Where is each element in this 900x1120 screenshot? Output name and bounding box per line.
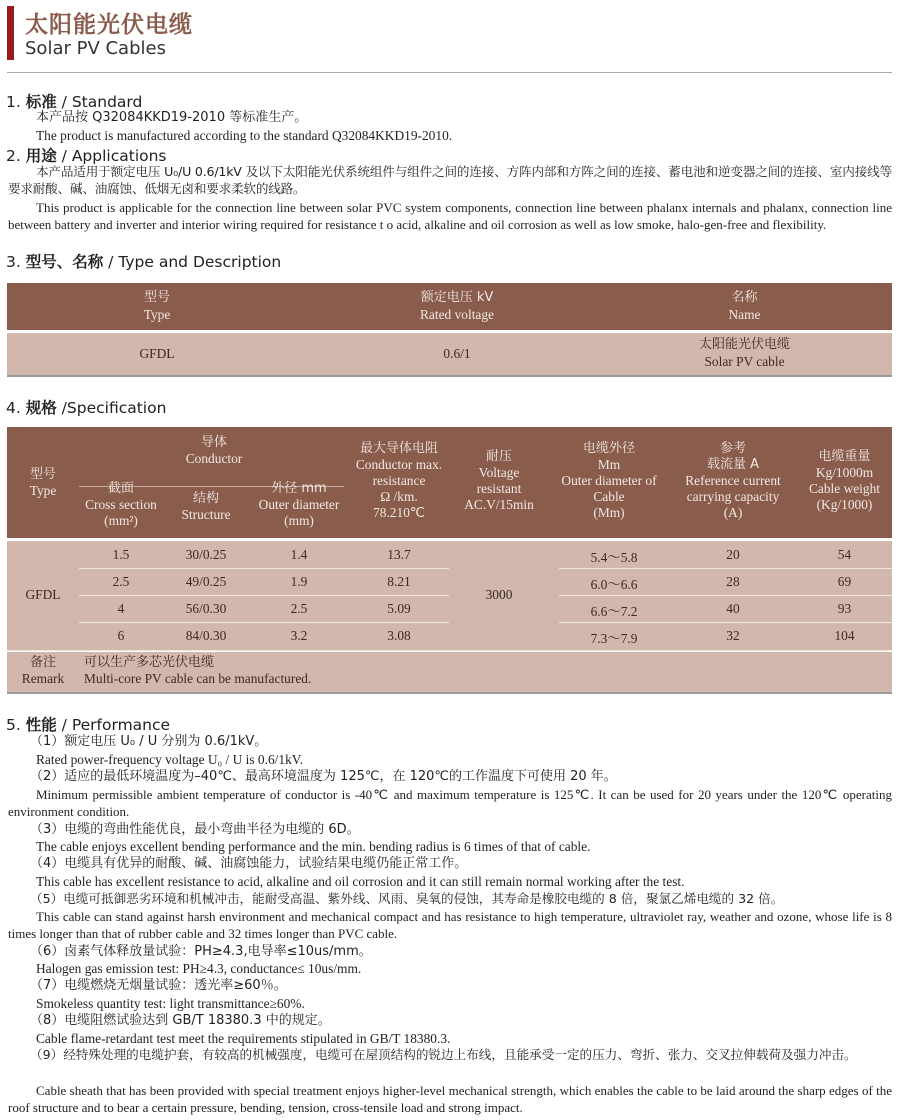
outer-diameter-cell: 1.4 xyxy=(290,547,308,562)
title-divider xyxy=(7,72,892,73)
header-cn: 外径 mm xyxy=(271,481,327,496)
section-title-cn: 用途 xyxy=(25,147,57,165)
section-number: 2. xyxy=(6,147,21,165)
cross-section-cell: 2.5 xyxy=(112,574,130,589)
spec-type-cell: GFDL xyxy=(25,587,61,602)
structure-cell: 56/0.30 xyxy=(185,601,227,616)
structure-cell: 49/0.25 xyxy=(185,574,227,589)
spec-table-header xyxy=(7,427,892,538)
performance-item-4-en: This cable has excellent resistance to acid, alkaline and oil corrosion and it can still remain normal working after the test. xyxy=(36,874,685,889)
spec-col-cable-outer-diameter xyxy=(549,441,669,521)
outer-diameter-cell: 3.2 xyxy=(290,628,308,643)
performance-item-7-en: Smokeless quantity test: light transmittance≥60%. xyxy=(36,996,305,1011)
outer-diameter-cell: 2.5 xyxy=(290,601,308,616)
weight-cell: 104 xyxy=(834,628,855,643)
header-en: Outer diameter of xyxy=(561,473,657,488)
header-cn: 型号 xyxy=(29,467,56,482)
section-title-cn: 规格 xyxy=(25,399,57,417)
header-en: Rated voltage xyxy=(420,307,494,322)
section-title-en: /Specification xyxy=(56,399,167,417)
row-divider xyxy=(559,568,892,569)
header-en: (mm²) xyxy=(104,513,138,528)
weight-cell: 54 xyxy=(837,547,852,562)
performance-item-6-cn: （6）卤素气体释放量试验：PH≥4.3,电导率≤10us/mm。 xyxy=(30,944,372,959)
section-title-cn: 型号、名称 xyxy=(25,253,104,271)
section-number: 4. xyxy=(6,399,21,417)
header-cn: 额定电压 kV xyxy=(420,290,494,305)
section-heading-spec xyxy=(6,396,166,418)
page-title-en: Solar PV Cables xyxy=(25,38,166,59)
type-table-row xyxy=(7,333,892,377)
remark-text xyxy=(84,655,311,687)
spec-col-outer-diameter xyxy=(249,481,349,529)
remark-label xyxy=(7,655,79,687)
header-en: Type xyxy=(29,483,57,498)
remark-text-cn: 可以生产多芯光伏电缆 xyxy=(84,655,215,670)
header-en: Conductor max. xyxy=(355,457,443,472)
weight-cell: 69 xyxy=(837,574,852,589)
name-cn: 太阳能光伏电缆 xyxy=(698,337,790,352)
current-cell: 28 xyxy=(726,574,740,589)
remark-label-cn: 备注 xyxy=(29,655,56,670)
structure-cell: 30/0.25 xyxy=(185,547,227,562)
type-table-header xyxy=(7,283,892,330)
remark-text-en: Multi-core PV cable can be manufactured. xyxy=(84,671,312,686)
weight-cell: 93 xyxy=(837,601,852,616)
header-en: (mm) xyxy=(284,513,314,528)
row-divider xyxy=(559,595,892,596)
voltage-cell: 0.6/1 xyxy=(443,346,471,361)
header-en: resistant xyxy=(476,481,522,496)
performance-item-6-en: Halogen gas emission test: PH≥4.3, conductance≤ 10us/mm. xyxy=(36,961,362,976)
header-cn: 截面 xyxy=(107,481,134,496)
performance-item-7-cn: （7）电缆燃烧无烟量试验：透光率≥60％。 xyxy=(30,978,287,993)
performance-item-9-cn: （9）经特殊处理的电缆护套，有较高的机械强度，电缆可在屋顶结构的锐边上布线，且能承受一定的压力、弯折、张力、交叉拉伸载荷及强力冲击。 xyxy=(30,1047,857,1062)
header-cn: 名称 xyxy=(731,290,758,305)
header-cn: 电缆外径 xyxy=(582,441,635,456)
header-en: carrying capacity xyxy=(686,489,780,504)
applications-text-en: This product is applicable for the connection line between solar PVC system components, connection line between phalanx internals and phalanx, connection line between battery and inverter and interior wiring required for resistance t o acid, alkaline and oil corrosion as well as low smoke, halo-gen-free and flexibility. xyxy=(8,200,892,233)
resistance-cell: 8.21 xyxy=(387,574,411,589)
performance-item-4-cn: （4）电缆具有优异的耐酸、碱、油腐蚀能力，试验结果电缆仍能正常工作。 xyxy=(30,856,468,871)
header-en: Cable xyxy=(593,489,625,504)
header-en: (A) xyxy=(723,505,743,520)
cross-section-cell: 4 xyxy=(117,601,125,616)
standard-text-cn: 本产品按 Q32084KKD19-2010 等标准生产。 xyxy=(36,110,308,125)
cross-section-cell: 1.5 xyxy=(112,547,130,562)
header-cn: 耐压 xyxy=(485,449,512,464)
performance-item-5-en: This cable can stand against harsh environment and mechanical compact and has resistance to high temperature, ultraviolet ray, weather and ozone, whose life is 8 times longer than that of rubber cable and 32 times longer than PVC cable. xyxy=(8,909,892,942)
spec-col-voltage-resistant xyxy=(449,449,549,513)
header-en: 78.210℃ xyxy=(373,505,425,520)
spec-col-current xyxy=(669,441,797,521)
type-table-col-name xyxy=(607,289,882,323)
page-title-cn: 太阳能光伏电缆 xyxy=(25,12,193,38)
applications-text-cn: 本产品适用于额定电压 U₀/U 0.6/1kV 及以下太阳能光伏系统组件与组件之间的连接、方阵内部和方阵之间的连接、蓄电池和逆变器之间的连接、室内接线等要求耐酸、碱、油腐蚀、低烟无卤和要求柔软的线路。 xyxy=(8,164,892,197)
row-divider xyxy=(79,595,449,596)
section-heading-type xyxy=(6,250,281,272)
section-number: 1. xyxy=(6,93,21,111)
performance-item-9-en: Cable sheath that has been provided with special treatment enjoys higher-level mechanical strength, which enables the cable to be laid around the sharp edges of the roof structure and to bear a certain pressure, bending, tension, cross-tensile load and strong impact. xyxy=(8,1083,892,1116)
header-en: Structure xyxy=(181,507,231,522)
header-cn: 电缆重量 xyxy=(818,449,871,464)
current-cell: 20 xyxy=(726,547,740,562)
performance-item-8-cn: （8）电缆阻燃试验达到 GB/T 18380.3 中的规定。 xyxy=(30,1013,331,1028)
standard-text-en: The product is manufactured according to the standard Q32084KKD19-2010. xyxy=(36,128,453,143)
header-en: Ω /km. xyxy=(380,489,418,504)
remark-label-en: Remark xyxy=(21,671,65,686)
resistance-cell: 5.09 xyxy=(387,601,411,616)
header-cn: 参考 xyxy=(719,441,746,456)
header-en: Outer diameter xyxy=(258,497,340,512)
outer-diameter-cell: 1.9 xyxy=(290,574,308,589)
spec-col-structure xyxy=(163,491,249,523)
performance-item-5-cn: （5）电缆可抵御恶劣环境和机械冲击，能耐受高温、紫外线、风雨、臭氧的侵蚀，其寿命是橡胶电缆的 8 倍，聚氯乙烯电缆的 32 倍。 xyxy=(30,891,784,906)
cable-od-cell: 6.6～7.2 xyxy=(590,604,638,619)
spec-col-cross-section xyxy=(79,481,163,529)
section-title-en: / Standard xyxy=(56,93,143,111)
header-en: Voltage xyxy=(478,465,520,480)
row-divider xyxy=(559,622,892,623)
cross-section-cell: 6 xyxy=(117,628,125,643)
header-en: Conductor xyxy=(185,451,243,466)
performance-item-2-cn: （2）适应的最低环境温度为–40℃、最高环境温度为 125℃，在 120℃的工作温度下可使用 20 年。 xyxy=(30,769,617,784)
type-table-col-type xyxy=(7,289,307,323)
name-cell xyxy=(607,336,882,370)
header-cn: 结构 xyxy=(192,491,219,506)
title-accent-bar xyxy=(7,6,14,60)
header-en: (Mm) xyxy=(593,505,625,520)
section-number: 5. xyxy=(6,716,21,734)
performance-item-3-en: The cable enjoys excellent bending performance and the min. bending radius is 6 times of that of cable. xyxy=(36,839,591,854)
header-en: resistance xyxy=(372,473,426,488)
header-en: Reference current xyxy=(685,473,781,488)
header-cn: 导体 xyxy=(200,435,227,450)
row-divider xyxy=(79,622,449,623)
resistance-cell: 13.7 xyxy=(387,547,411,562)
row-divider xyxy=(79,568,449,569)
section-number: 3. xyxy=(6,253,21,271)
spec-table-remark xyxy=(7,652,892,694)
header-cn: 载流量 A xyxy=(706,457,760,472)
cable-od-cell: 5.4～5.8 xyxy=(590,550,638,565)
spec-col-resistance xyxy=(349,441,449,521)
header-en: Mm xyxy=(597,457,621,472)
spec-col-weight xyxy=(797,449,892,513)
performance-item-2-en: Minimum permissible ambient temperature of conductor is -40℃ and maximum temperature is 125℃. It can be used for 20 years under the 120℃ operating environment condition. xyxy=(8,787,892,820)
section-title-cn: 标准 xyxy=(25,93,57,111)
header-en: Cable weight xyxy=(808,481,881,496)
cable-od-cell: 7.3～7.9 xyxy=(590,631,638,646)
section-title-en: / Performance xyxy=(56,716,171,734)
type-table-col-voltage xyxy=(307,289,607,323)
spec-voltage-cell: 3000 xyxy=(485,587,513,602)
cable-od-cell: 6.0～6.6 xyxy=(590,577,638,592)
section-title-en: / Applications xyxy=(56,147,167,165)
structure-cell: 84/0.30 xyxy=(185,628,227,643)
spec-col-type xyxy=(7,467,79,499)
performance-item-1-en: Rated power-frequency voltage U₀ / U is 0.6/1kV. xyxy=(36,752,304,767)
header-en: AC.V/15min xyxy=(464,497,534,512)
performance-item-3-cn: （3）电缆的弯曲性能优良，最小弯曲半径为电缆的 6D。 xyxy=(30,822,360,837)
section-heading-performance xyxy=(6,713,170,735)
performance-item-1-cn: （1）额定电压 U₀ / U 分别为 0.6/1kV。 xyxy=(30,734,268,749)
current-cell: 40 xyxy=(726,601,740,616)
header-en: Type xyxy=(143,307,171,322)
section-title-cn: 性能 xyxy=(25,716,57,734)
header-en: (Kg/1000) xyxy=(816,497,873,512)
spec-col-conductor xyxy=(79,435,349,467)
header-cn: 型号 xyxy=(143,290,170,305)
performance-item-8-en: Cable flame-retardant test meet the requirements stipulated in GB/T 18380.3. xyxy=(36,1031,451,1046)
header-en: Name xyxy=(728,307,761,322)
current-cell: 32 xyxy=(726,628,740,643)
spec-table-body xyxy=(7,541,892,651)
section-title-en: / Type and Description xyxy=(103,253,282,271)
name-en: Solar PV cable xyxy=(704,354,785,369)
resistance-cell: 3.08 xyxy=(387,628,411,643)
header-en: Cross section xyxy=(85,497,157,512)
header-cn: 最大导体电阻 xyxy=(359,441,438,456)
type-cell: GFDL xyxy=(139,346,175,361)
header-en: Kg/1000m xyxy=(815,465,874,480)
row-divider xyxy=(7,650,892,651)
